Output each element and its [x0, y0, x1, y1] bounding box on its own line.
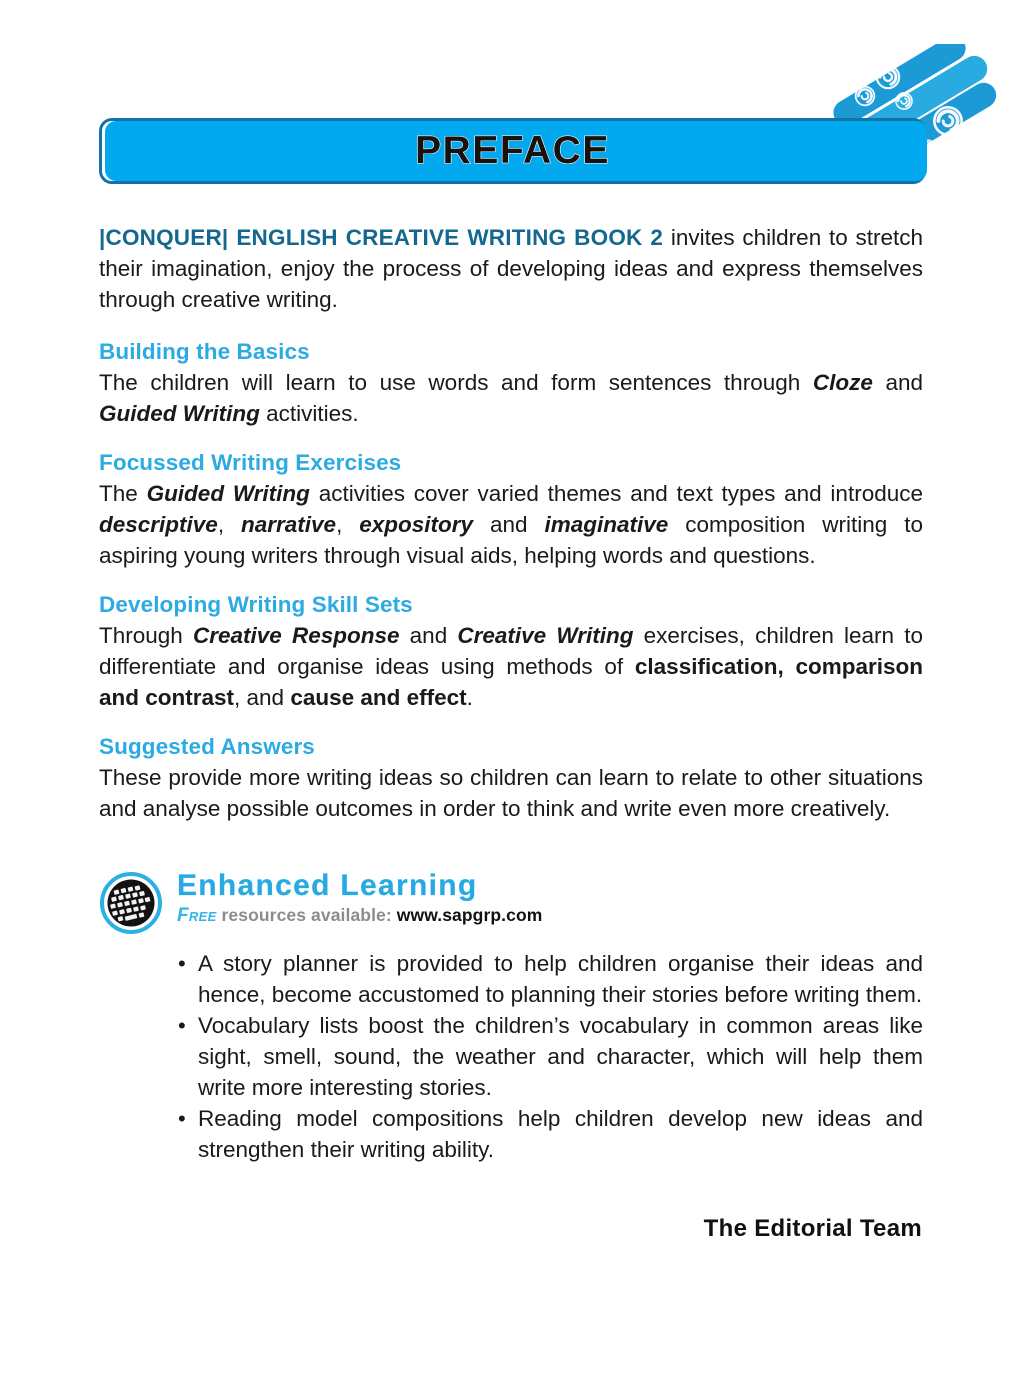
list-item: [178, 1103, 923, 1165]
free-label: Free: [177, 905, 217, 926]
keyboard-circle-icon: [99, 871, 163, 935]
section-heading: Suggested Answers: [99, 734, 315, 759]
enhanced-learning-bullet-list: [178, 948, 923, 1165]
text-run: ,: [217, 512, 242, 537]
text-run: expository: [359, 512, 474, 537]
text-run: exercises, children learn to differentiate and organise ideas using methods of: [99, 623, 923, 679]
enhanced-learning-title: Enhanced Learning: [177, 869, 478, 902]
website-url[interactable]: www.sapgrp.com: [396, 905, 543, 925]
signoff-editorial-team: The Editorial Team: [703, 1215, 922, 1242]
section-developing-writing-skill-sets: [99, 592, 923, 713]
section-heading: Building the Basics: [99, 339, 310, 364]
text-run: cause and effect: [290, 685, 467, 710]
list-item: [178, 1010, 923, 1103]
section-body: [99, 367, 923, 429]
text-run: Through: [99, 623, 193, 648]
text-run: composition writing to aspiring young writers through visual aids, helping words and questions.: [99, 512, 923, 568]
intro-paragraph: [99, 222, 923, 315]
text-run: activities.: [259, 401, 359, 426]
list-item-text: Vocabulary lists boost the children’s vocabulary in common areas like sight, smell, sound, the weather and character, which will help them write more interesting stories.: [198, 1013, 923, 1100]
section-heading: Developing Writing Skill Sets: [99, 592, 413, 617]
text-run: narrative: [241, 512, 337, 537]
preface-content: [99, 222, 923, 824]
text-run: Creative Response: [192, 623, 400, 648]
text-run: activities cover varied themes and text types and introduce: [309, 481, 923, 506]
resources-label: resources available:: [216, 905, 397, 925]
text-run: Guided Writing: [146, 481, 310, 506]
text-run: classification, comparison and contrast: [99, 654, 923, 710]
text-run: These provide more writing ideas so children can learn to relate to other situations and analyse possible outcomes in order to think and write even more creatively.: [99, 765, 923, 821]
intro-lead: |CONQUER| ENGLISH CREATIVE WRITING BOOK 2: [99, 225, 664, 250]
list-item: [178, 948, 923, 1010]
text-run: , and: [234, 685, 291, 710]
page-header: [0, 0, 1021, 210]
text-run: The: [99, 481, 147, 506]
list-item-text: A story planner is provided to help children organise their ideas and hence, become accustomed to planning their stories before writing them.: [198, 951, 923, 1007]
section-focussed-writing-exercises: [99, 450, 923, 571]
text-run: .: [466, 685, 473, 710]
text-run: Cloze: [812, 370, 873, 395]
text-run: Guided Writing: [99, 401, 260, 426]
section-body: [99, 620, 923, 713]
text-run: Creative Writing: [457, 623, 634, 648]
section-heading: Focussed Writing Exercises: [99, 450, 402, 475]
enhanced-learning-text: [177, 869, 542, 927]
text-run: and: [473, 512, 545, 537]
text-run: ,: [336, 512, 360, 537]
section-body: [99, 762, 923, 824]
section-suggested-answers: [99, 734, 923, 824]
bullet-marker-icon: •: [178, 951, 186, 976]
page-title: PREFACE: [415, 129, 610, 172]
section-body: [99, 478, 923, 571]
text-run: and: [872, 370, 923, 395]
list-item-text: Reading model compositions help children develop new ideas and strengthen their writing ability.: [198, 1106, 923, 1162]
enhanced-learning-subtitle: [177, 904, 542, 927]
text-run: imaginative: [544, 512, 669, 537]
bullet-marker-icon: •: [178, 1013, 186, 1038]
intro-rest: invites children to stretch their imagination, enjoy the process of developing ideas and express themselves through creative writing.: [99, 225, 923, 312]
enhanced-learning-block: [99, 869, 599, 941]
text-run: The children will learn to use words and form sentences through: [99, 370, 813, 395]
preface-banner: [99, 118, 926, 184]
text-run: and: [399, 623, 458, 648]
bullet-marker-icon: •: [178, 1106, 186, 1131]
text-run: descriptive: [99, 512, 218, 537]
section-building-the-basics: [99, 339, 923, 429]
